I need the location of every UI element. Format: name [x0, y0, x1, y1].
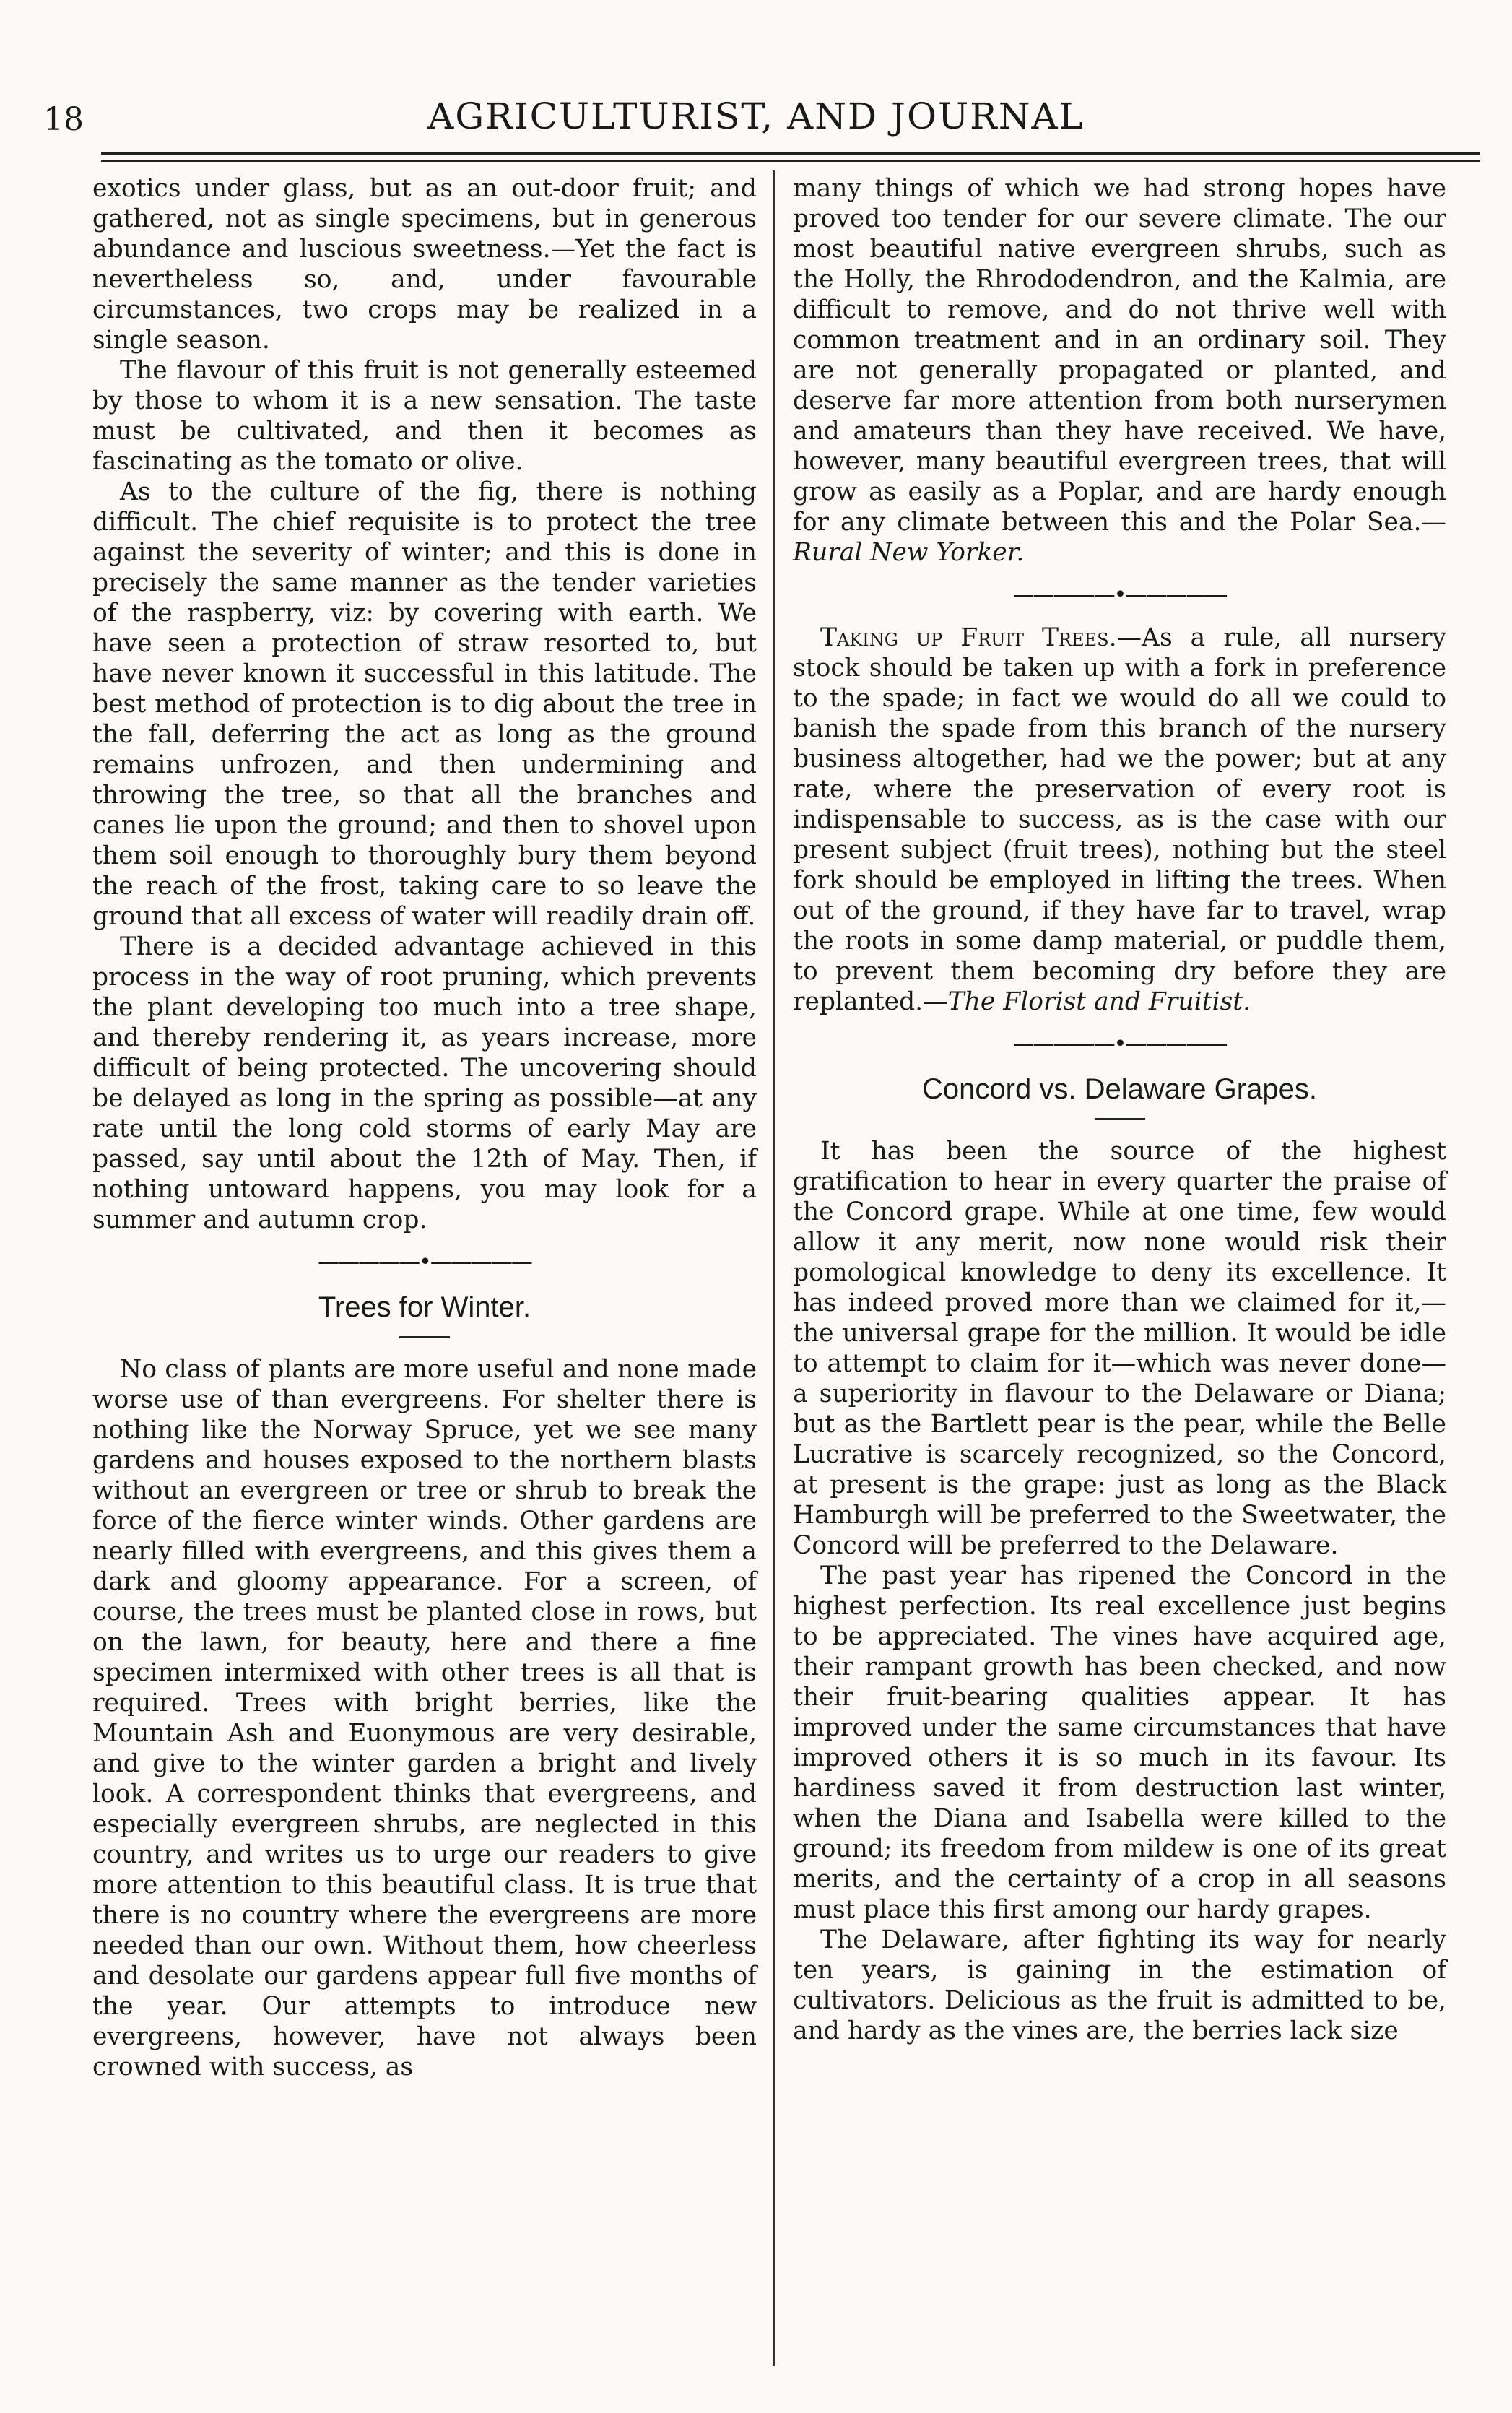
- paragraph: [793, 173, 1446, 568]
- paragraph-text: —As a rule, all nursery stock should be taken up with a fork in preference to the spade; in fact we would do all we could to banish the spade from this branch of the nursery business altogether, had we the power; but at any rate, where the preservation of every root is indispensable to success, as is the case with our present subject (fruit trees), nothing but the steel fork should be employed in lifting the trees. When out of the ground, if they have far to travel, wrap the roots in some damp material, or puddle them, to prevent them becoming dry before they are replanted.—: [793, 623, 1447, 1016]
- section-separator: —————•—————: [318, 1249, 531, 1275]
- run-in-heading: Taking up Fruit Trees.: [820, 623, 1117, 652]
- paragraph: exotics under glass, but as an out-door fruit; and gathered, not as single specimens, but in generous abundance and luscious sweetness.—Yet the fact is nevertheless so, and, under favourable circumstances, two crops may be realized in a single season.: [92, 174, 757, 355]
- section-separator: —————•—————: [1012, 1031, 1227, 1057]
- source-citation: Rural New Yorker.: [793, 538, 1025, 567]
- running-title: AGRICULTURIST, AND JOURNAL: [427, 95, 1085, 137]
- paragraph: The past year has ripened the Concord in the highest perfection. Its real excellence just begins to be appreciated. The vines have acquired age, their rampant growth has been checked, and now their fruit-bearing qualities appear. It has improved under the same circumstances that have improved others it is so much in its favour. Its hardiness saved it from destruction last winter, when the Diana and Isabella were killed to the ground; its freedom from mildew is one of its great merits, and the certainty of a crop in all seasons must place this first among our hardy grapes.: [793, 1561, 1446, 1924]
- source-citation: The Florist and Fruitist.: [947, 987, 1251, 1016]
- header-rule-thin: [101, 160, 1480, 162]
- right-column: [793, 173, 1446, 2046]
- title-rule: [399, 1336, 450, 1338]
- column-divider: [773, 170, 775, 2366]
- title-rule: [1095, 1118, 1145, 1120]
- section-title-concord-vs-delaware: Concord vs. Delaware Grapes.: [922, 1073, 1317, 1105]
- paragraph: As to the culture of the fig, there is nothing difficult. The chief requisite is to protect the tree against the severity of winter; and this is done in precisely the same manner as the tender varieties of the raspberry, viz: by covering with earth. We have seen a protection of straw resorted to, but have never known it successful in this latitude. The best method of protection is to dig about the tree in the fall, deferring the act as long as the ground remains unfrozen, and then undermining and throwing the tree, so that all the branches and canes lie upon the ground; and then to shovel upon them soil enough to thoroughly bury them beyond the reach of the frost, taking care to so leave the ground that all excess of water will readily drain off.: [92, 477, 757, 931]
- paragraph: There is a decided advantage achieved in this process in the way of root pruning, which prevents the plant developing too much into a tree shape, and thereby rendering it, as years increase, more difficult of being protected. The uncovering should be delayed as long in the spring as possible—at any rate until the long cold storms of early May are passed, say until about the 12th of May. Then, if nothing untoward happens, you may look for a summer and autumn crop.: [92, 932, 757, 1234]
- paragraph: [793, 623, 1446, 1017]
- section-separator: —————•—————: [1012, 582, 1227, 607]
- left-column: [92, 173, 757, 2082]
- paragraph: It has been the source of the highest gratification to hear in every quarter the praise of the Concord grape. While at one time, few would allow it any merit, now none would risk their pomological knowledge to deny its excellence. It has indeed proved more than we claimed for it,—the universal grape for the million. It would be idle to attempt to claim for it—which was never done—a superiority in flavour to the Delaware or Diana; but as the Bartlett pear is the pear, while the Belle Lucrative is scarcely recognized, so the Concord, at present is the grape: just as long as the Black Hamburgh will be preferred to the Sweetwater, the Concord will be preferred to the Delaware.: [793, 1137, 1446, 1560]
- header-rule: [101, 152, 1480, 155]
- paragraph-text: many things of which we had strong hopes have proved too tender for our severe climate. The our most beautiful native evergreen shrubs, such as the Holly, the Rhrododendron, and the Kalmia, are difficult to remove, and do not thrive well with common treatment and in an ordinary soil. They are not generally propagated or planted, and deserve far more attention from both nurserymen and amateurs than they have received. We have, however, many beautiful evergreen trees, that will grow as easily as a Poplar, and are hardy enough for any climate between this and the Polar Sea.—: [793, 174, 1446, 537]
- paragraph: The flavour of this fruit is not generally esteemed by those to whom it is a new sensation. The taste must be cultivated, and then it becomes as fascinating as the tomato or olive.: [92, 356, 757, 476]
- paragraph: The Delaware, after fighting its way for nearly ten years, is gaining in the estimation of cultivators. Delicious as the fruit is admitted to be, and hardy as the vines are, the berries lack size: [793, 1925, 1446, 2045]
- paragraph: No class of plants are more useful and none made worse use of than evergreens. For shelter there is nothing like the Norway Spruce, yet we see many gardens and houses exposed to the northern blasts without an evergreen or tree or shrub to break the force of the fierce winter winds. Other gardens are nearly filled with evergreens, and this gives them a dark and gloomy appearance. For a screen, of course, the trees must be planted close in rows, but on the lawn, for beauty, here and there a fine specimen intermixed with other trees is all that is required. Trees with bright berries, like the Mountain Ash and Euonymous are very desirable, and give to the winter garden a bright and lively look. A correspondent thinks that evergreens, and especially evergreen shrubs, are neglected in this country, and writes us to urge our readers to give more attention to this beautiful class. It is true that there is no country where the evergreens are more needed than our own. Without them, how cheerless and desolate our gardens appear full five months of the year. Our attempts to introduce new evergreens, however, have not always been crowned with success, as: [92, 1355, 757, 2081]
- section-title-trees-for-winter: Trees for Winter.: [318, 1291, 531, 1323]
- page-number: 18: [43, 101, 84, 138]
